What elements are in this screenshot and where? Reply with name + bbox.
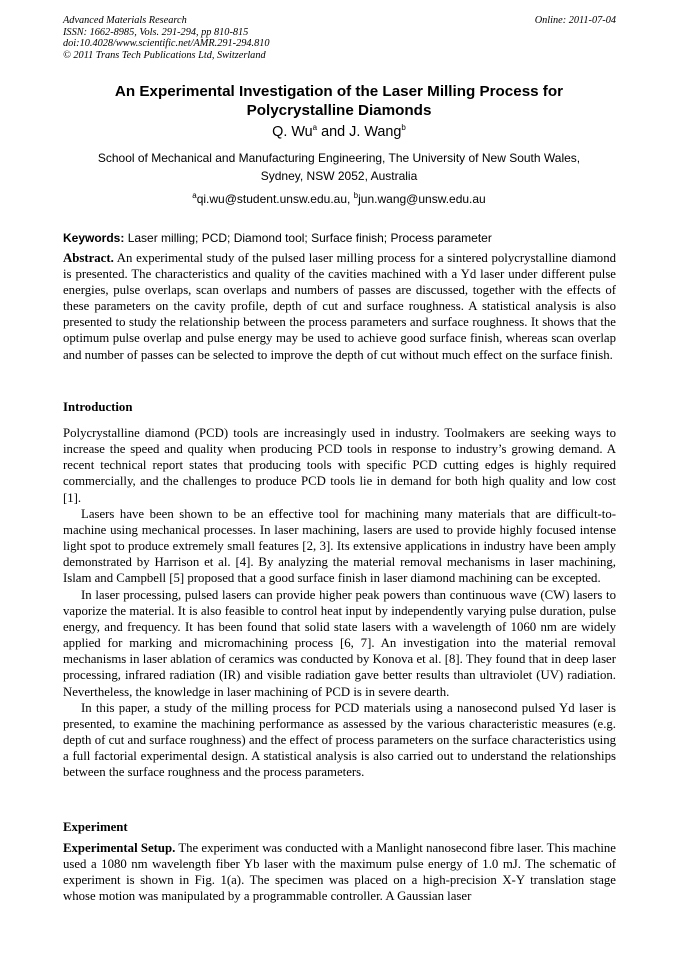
email-a: qi.wu@student.unsw.edu.au,	[196, 192, 354, 206]
introduction-paragraph-1: Polycrystalline diamond (PCD) tools are increasingly used in industry. Toolmakers are seeking ways to increase the speed and quality when producing PCD tools in response to industry’s growing demand. A recent technical report states that producing tools with specific PCD cutting edges is highly required commercially, and the challenges to produce PCD tools lie in demand for both high quality and low cost [1].	[63, 426, 616, 505]
introduction-heading: Introduction	[63, 400, 133, 414]
introduction-paragraph-3: In laser processing, pulsed lasers can provide higher peak powers than continuous wave (CW) lasers to vaporize the material. It is also feasible to control heat input by independently varying pulse duration, pulse energy, and frequency. It has been found that solid state lasers with a wavelength of 1060 nm are widely applied for marking and micromachining process [6, 7]. An investigation into the material removal mechanisms in laser ablation of ceramics was conducted by Konova et al. [8]. They found that in deep laser processing, infrared radiation (IR) and visible radiation gave better results than ultraviolet (UV) radiation. Nevertheless, the knowledge in laser machining of PCD is in severe dearth.	[63, 587, 616, 699]
affiliation-line-1: School of Mechanical and Manufacturing Engineering, The University of New South Wales,	[97, 151, 581, 165]
title-line-2: Polycrystalline Diamonds	[246, 102, 432, 119]
email-b-mark: b	[353, 191, 359, 200]
affiliation	[60, 150, 618, 185]
journal-doi: doi:10.4028/www.scientific.net/AMR.291-294.810	[63, 38, 270, 50]
introduction-paragraph-2: Lasers have been shown to be an effective tool for machining many materials that are difficult-to-machine using mechanical processes. In laser machining, lasers are used to provide highly focused intense light spot to produce extremely small features [2, 3]. Its extensive applications in industry have been amply demonstrated by Harrison et al. [4]. By analyzing the material removal mechanisms in laser machining, Islam and Campbell [5] proposed that a good surface finish in laser diamond machining can be excepted.	[63, 506, 616, 586]
experimental-setup-text: The experiment was conducted with a Manlight nanosecond fibre laser. This machine used a 1080 nm wavelength fiber Yb laser with the maximum pulse energy of 1.0 mJ. The schematic of experiment is shown in Fig. 1(a). The specimen was placed on a high-precision X-Y translation stage whose motion was manipulated by a programmable controller. A Gaussian laser	[63, 841, 616, 904]
author-emails	[60, 191, 618, 207]
author-list	[60, 123, 618, 141]
keywords-label: Keywords:	[63, 231, 125, 245]
abstract	[63, 250, 616, 363]
introduction-body	[63, 425, 616, 780]
author-connector: and	[317, 124, 350, 140]
online-date: Online: 2011-07-04	[534, 15, 616, 26]
abstract-text: An experimental study of the pulsed laser milling process for a sintered polycrystalline diamond is presented. The characteristics and quality of the cavities machined with a Yd laser under different pulse energies, pulse overlaps, scan overlaps and numbers of passes are discussed, together with the effects of these parameters on the cavity profile, depth of cut and surface roughness. A statistical analysis is also presented to study the relationship between the process parameters and surface roughness. It shows that the optimum pulse overlap and pulse energy may be used to achieve good surface finish, whereas scan overlap and number of passes can be selected to improve the depth of cut without much effect on the surface finish.	[63, 251, 616, 362]
author-1-affil-mark: a	[312, 123, 318, 133]
keywords	[63, 230, 623, 246]
experimental-setup-label: Experimental Setup.	[63, 841, 176, 855]
author-2: J. Wang	[349, 124, 402, 140]
abstract-label: Abstract.	[63, 251, 114, 265]
introduction-paragraph-4: In this paper, a study of the milling process for PCD materials using a nanosecond pulsed Yd laser is presented, to examine the machining performance as assessed by the various characteristic measures (e.g. depth of cut and surface roughness) and the effect of process parameters on the surface characteristics using a full factorial experimental design. A statistical analysis is also carried out to understand the relationships between the surface roughness and the process parameters.	[63, 700, 616, 780]
title-line-1: An Experimental Investigation of the Laser Milling Process for	[114, 83, 564, 100]
experiment-body	[63, 840, 616, 905]
journal-name: Advanced Materials Research	[63, 15, 187, 26]
experiment-heading: Experiment	[63, 820, 128, 834]
affiliation-line-2: Sydney, NSW 2052, Australia	[260, 168, 418, 183]
experimental-setup-paragraph	[63, 840, 616, 905]
keywords-text: Laser milling; PCD; Diamond tool; Surface finish; Process parameter	[124, 231, 492, 245]
email-b: jun.wang@unsw.edu.au	[358, 192, 486, 206]
email-a-mark: a	[192, 191, 197, 200]
journal-header	[63, 15, 270, 61]
author-1: Q. Wu	[272, 124, 313, 140]
paper-title	[60, 82, 618, 120]
author-2-affil-mark: b	[401, 123, 406, 133]
journal-copyright: © 2011 Trans Tech Publications Ltd, Switzerland	[63, 49, 266, 61]
journal-issn: ISSN: 1662-8985, Vols. 291-294, pp 810-815	[63, 26, 249, 38]
